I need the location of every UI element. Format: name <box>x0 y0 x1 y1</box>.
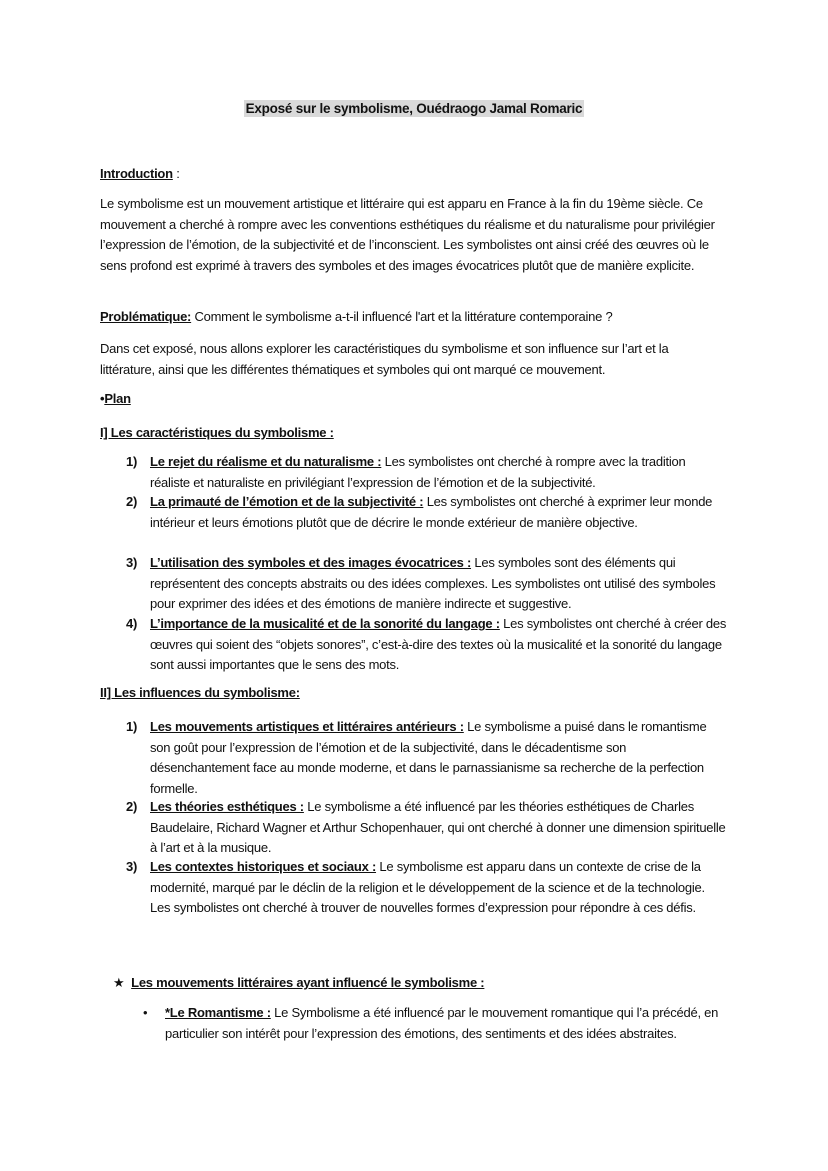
list-item: 3) L’utilisation des symboles et des images évocatrices : Les symboles sont des éléments qui représentent des concepts abstraits ou des idées complexes. Les symbolistes ont utilisé des symboles pour exprimer des idées et des émotions de manière indirecte et suggestive. <box>126 555 716 611</box>
problematique: Problématique: Comment le symbolisme a-t-il influencé l'art et la littérature contemporaine ? <box>100 309 613 324</box>
list-item: 1) Le rejet du réalisme et du naturalisme : Les symbolistes ont cherché à rompre avec la tradition réaliste et naturaliste en privilégiant l’expression de l’émotion et de la subjectivité. <box>126 454 686 490</box>
list-item: • *Le Romantisme : Le Symbolisme a été influencé par le mouvement romantique qui l’a précédé, en particulier son intérêt pour l’expression des émotions, des sentiments et des idées abstraites. <box>143 1005 719 1041</box>
annonce-paragraph: Dans cet exposé, nous allons explorer les caractéristiques du symbolisme et son influence sur l’art et la littérature, ainsi que les différentes thématiques et symboles qui ont marqué ce mouvement. <box>100 341 669 377</box>
list-item: 4) L’importance de la musicalité et de la sonorité du langage : Les symbolistes ont cherché à créer des œuvres qui soient des “objets sonores”, c’est-à-dire des textes où la musicalité et la sonorité du langage sont aussi importantes que le sens des mots. <box>126 616 727 672</box>
list-item: 2) Les théories esthétiques : Le symbolisme a été influencé par les théories esthétiques de Charles Baudelaire, Richard Wagner et Arthur Schopenhauer, qui ont cherché à donner une dimension spirituelle à l’art et à la musique. <box>126 799 726 855</box>
list-item: 1) Les mouvements artistiques et littéraires antérieurs : Le symbolisme a puisé dans le romantisme son goût pour l’expression de l’émotion et de la subjectivité, dans le décadentisme son désenchantement face au monde moderne, et dans le parnassianisme sa recherche de la perfection formelle. <box>126 719 707 796</box>
plan-heading: •Plan <box>100 391 131 406</box>
section3-heading: ★ Les mouvements littéraires ayant influencé le symbolisme : <box>113 975 485 990</box>
star-icon: ★ <box>113 975 125 990</box>
intro-paragraph: Le symbolisme est un mouvement artistique et littéraire qui est apparu en France à la fin du 19ème siècle. Ce mouvement a cherché à rompre avec les conventions esthétiques du réalisme et du naturalisme pour privilégier l’expression de l’émotion, de la subjectivité et de l’inconscient. Les symbolistes ont ainsi créé des œuvres où le sens profond est exprimé à travers des symboles et des images évocatrices plutôt que de manière explicite. <box>100 196 715 273</box>
section1-heading: I] Les caractéristiques du symbolisme : <box>100 425 334 440</box>
intro-heading: Introduction : <box>100 166 180 181</box>
section2-heading: II] Les influences du symbolisme: <box>100 685 300 700</box>
list-item: 3) Les contextes historiques et sociaux : Le symbolisme est apparu dans un contexte de crise de la modernité, marqué par le déclin de la religion et le développement de la science et de la technologie. Les symbolistes ont cherché à trouver de nouvelles formes d’expression pour répondre à ces défis. <box>126 859 705 915</box>
bullet-icon: • <box>143 1005 148 1020</box>
document-title: Exposé sur le symbolisme, Ouédraogo Jamal Romaric <box>245 101 583 116</box>
list-item: 2) La primauté de l’émotion et de la subjectivité : Les symbolistes ont cherché à exprimer leur monde intérieur et leurs émotions plutôt que de décrire le monde extérieur de manière objective. <box>126 494 713 530</box>
